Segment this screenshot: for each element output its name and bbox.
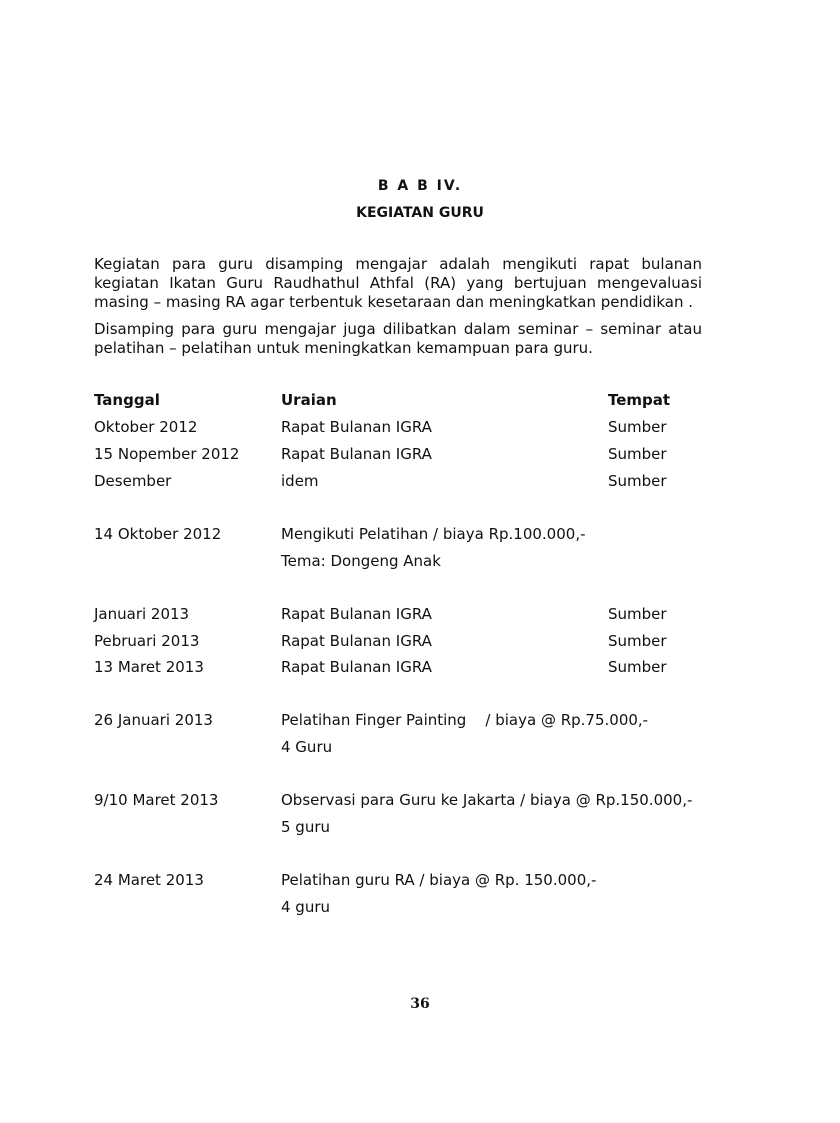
- row-description: Pelatihan Finger Painting / biaya @ Rp.75.000,-: [281, 711, 649, 729]
- row-place: Sumber: [608, 472, 667, 490]
- row-description: Rapat Bulanan IGRA: [281, 605, 432, 623]
- table-row: [0, 790, 840, 810]
- row-description: Mengikuti Pelatihan / biaya Rp.100.000,-: [281, 525, 586, 543]
- chapter-number: B A B IV.: [377, 178, 463, 194]
- page-number: 36: [410, 996, 430, 1012]
- table-row: [0, 631, 840, 651]
- row-date: 24 Maret 2013: [94, 871, 204, 889]
- table-row: [0, 471, 840, 491]
- table-row: [0, 657, 840, 677]
- column-header-place: Tempat: [608, 391, 671, 409]
- row-place: Sumber: [608, 605, 667, 623]
- table-row: [0, 870, 840, 890]
- row-note: Tema: Dongeng Anak: [281, 552, 441, 570]
- row-description: Rapat Bulanan IGRA: [281, 445, 432, 463]
- row-description: Rapat Bulanan IGRA: [281, 658, 432, 676]
- row-date: Desember: [94, 472, 172, 490]
- chapter-title: KEGIATAN GURU: [356, 205, 484, 221]
- row-place: Sumber: [608, 445, 667, 463]
- row-description: Rapat Bulanan IGRA: [281, 418, 432, 436]
- row-place: Sumber: [608, 632, 667, 650]
- intro-paragraph: Kegiatan para guru disamping mengajar adalah mengikuti rapat bulanan kegiatan Ikatan Guru Raudhathul Athfal (RA) yang bertujuan mengevaluasi masing – masing RA agar terbentuk kesetaraan dan meningkatkan pendidikan .: [94, 255, 702, 311]
- row-date: 14 Oktober 2012: [94, 525, 222, 543]
- table-row: [0, 444, 840, 464]
- row-note: 4 guru: [281, 898, 331, 916]
- row-date: Januari 2013: [94, 605, 190, 623]
- row-description: Pelatihan guru RA / biaya @ Rp. 150.000,-: [281, 871, 597, 889]
- training-paragraph: Disamping para guru mengajar juga dilibatkan dalam seminar – seminar atau pelatihan – pelatihan untuk meningkatkan kemampuan para guru.: [94, 320, 702, 357]
- row-note: 4 Guru: [281, 738, 333, 756]
- table-row: [0, 524, 840, 544]
- row-date: 13 Maret 2013: [94, 658, 204, 676]
- row-description: Rapat Bulanan IGRA: [281, 632, 432, 650]
- column-header-date: Tanggal: [94, 391, 160, 409]
- row-date: 9/10 Maret 2013: [94, 791, 219, 809]
- table-row: [0, 604, 840, 624]
- row-description: idem: [281, 472, 319, 490]
- row-note: 5 guru: [281, 818, 331, 836]
- table-row: [0, 710, 840, 730]
- row-date: Pebruari 2013: [94, 632, 200, 650]
- row-date: 15 Nopember 2012: [94, 445, 240, 463]
- table-row: [0, 417, 840, 437]
- row-place: Sumber: [608, 658, 667, 676]
- row-date: Oktober 2012: [94, 418, 198, 436]
- row-date: 26 Januari 2013: [94, 711, 213, 729]
- table-header-row: [0, 390, 840, 410]
- column-header-description: Uraian: [281, 391, 337, 409]
- row-description: Observasi para Guru ke Jakarta / biaya @ Rp.150.000,-: [281, 791, 693, 809]
- row-place: Sumber: [608, 418, 667, 436]
